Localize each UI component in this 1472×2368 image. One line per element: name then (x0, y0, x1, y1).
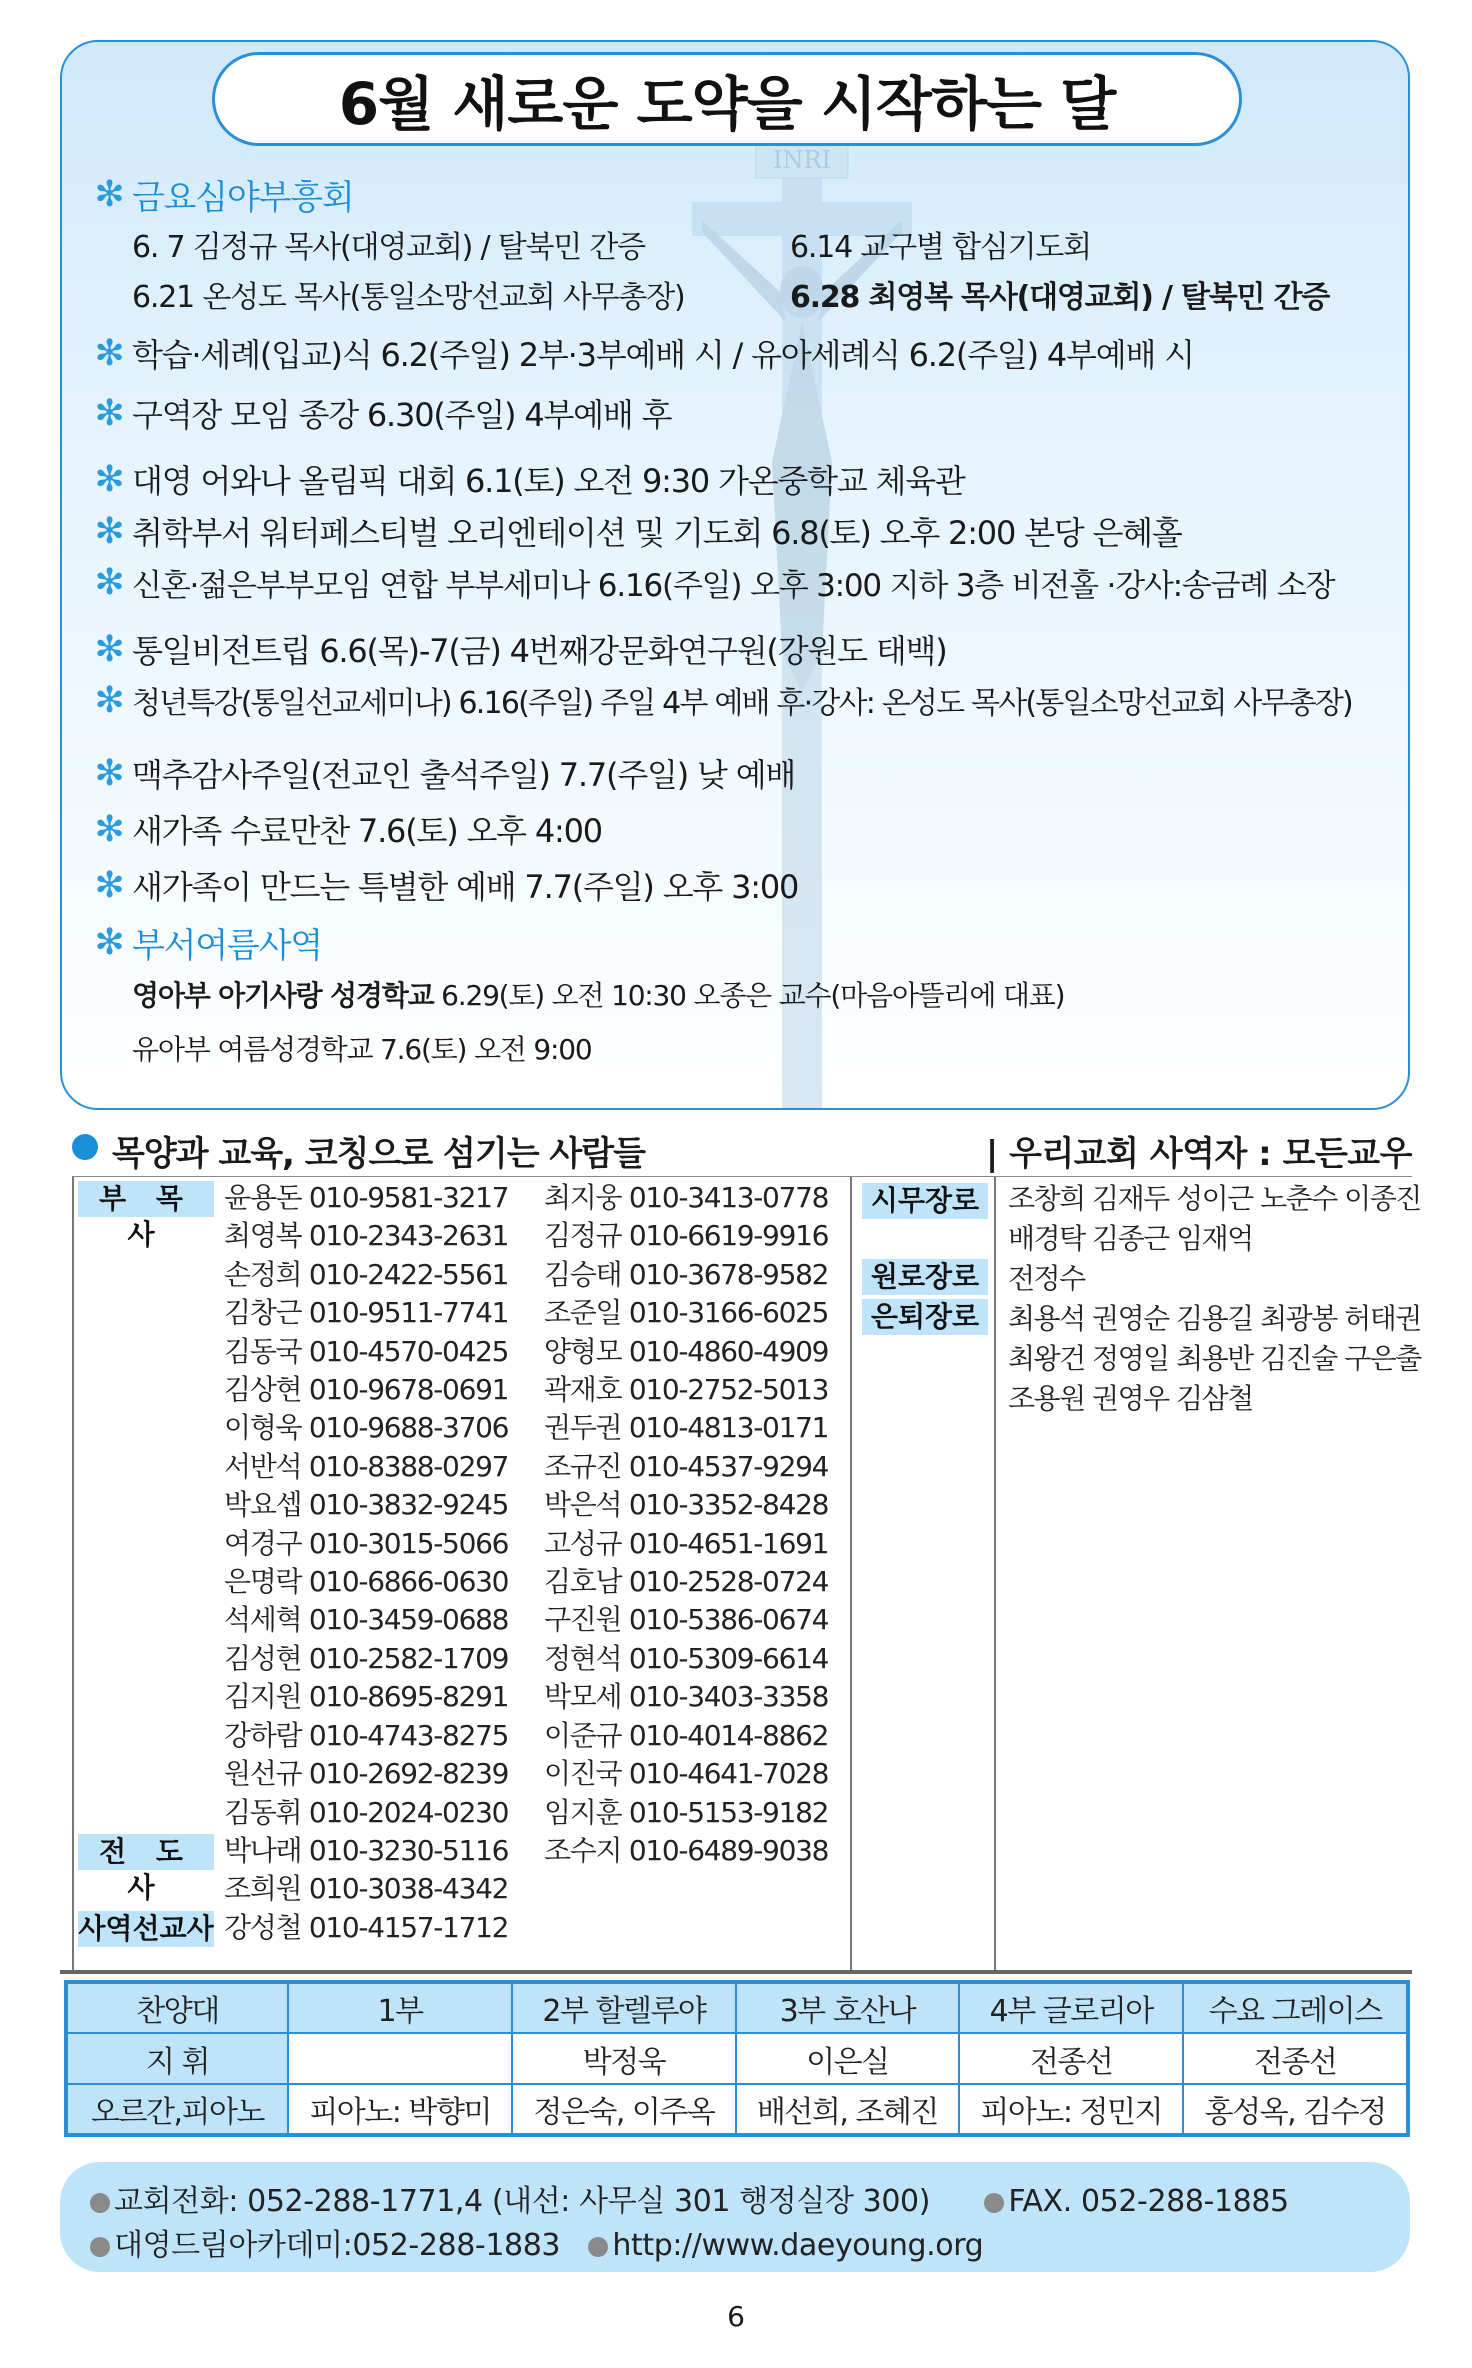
bullet-dot-icon (984, 2193, 1004, 2213)
staff-entry: 박요셉 010-3832-9245 (224, 1488, 509, 1522)
choir-cell: 전종선 (959, 2033, 1183, 2084)
staff-directory (72, 1176, 1421, 1971)
choir-cell: 정은숙, 이주옥 (512, 2084, 735, 2135)
choir-header-cell: 4부 글로리아 (959, 1982, 1183, 2033)
staff-entry: 박은석 010-3352-8428 (544, 1488, 829, 1522)
asterisk-icon: ✻ (94, 458, 124, 500)
church-phone: 교회전화: 052-288-1771,4 (내선: 사무실 301 행정실장 300) (114, 2184, 931, 2219)
page-title: 6월 새로운 도약을 시작하는 달 (338, 70, 1116, 138)
contact-line (90, 2220, 983, 2264)
staff-entry: 손정희 010-2422-5561 (224, 1257, 509, 1291)
staff-entry: 김승태 010-3678-9582 (544, 1257, 829, 1291)
staff-section-title: 목양과 교육, 코칭으로 섬기는 사람들 (112, 1134, 645, 1174)
choir-header-cell: 찬양대 (66, 1982, 288, 2033)
event-text: 학습·세례(입교)식 6.2(주일) 2부·3부예배 시 / 유아세례식 6.2(주일) 4부예배 시 (132, 336, 1194, 374)
event-line (86, 678, 1352, 722)
role-evangelist: 전 도 사 (78, 1834, 214, 1870)
event-line (86, 626, 947, 672)
page-number: 6 (727, 2300, 745, 2333)
event-text: 새가족이 만드는 특별한 예배 7.7(주일) 오후 3:00 (132, 868, 799, 906)
choir-header-cell: 2부 할렐루야 (512, 1982, 735, 2033)
staff-section-subtitle: | 우리교회 사역자 : 모든교우 (985, 1134, 1412, 1174)
staff-entry: 김동국 010-4570-0425 (224, 1334, 509, 1368)
asterisk-icon: ✻ (94, 864, 124, 906)
asterisk-icon: ✻ (94, 562, 124, 603)
staff-entry: 석세혁 010-3459-0688 (224, 1603, 509, 1637)
staff-entry: 이형욱 010-9688-3706 (224, 1411, 509, 1445)
event-text: 대영 어와나 올림픽 대회 6.1(토) 오전 9:30 가온중학교 체육관 (132, 462, 965, 500)
bullet-dot-icon (72, 1134, 98, 1160)
summer-label: 부서여름사역 (132, 926, 322, 966)
choir-row-label: 지 휘 (66, 2033, 288, 2084)
summer-heading (86, 918, 322, 967)
asterisk-icon: ✻ (94, 392, 124, 434)
role-missionary: 사역선교사 (78, 1912, 214, 1945)
choir-header-cell: 수요 그레이스 (1183, 1982, 1408, 2033)
staff-entry: 강성철 010-4157-1712 (224, 1910, 509, 1944)
revival-item: 6.14 교구별 합심기도회 (790, 230, 1091, 265)
event-line (86, 750, 795, 796)
staff-entry: 조수지 010-6489-9038 (544, 1833, 829, 1867)
choir-cell: 배선희, 조혜진 (736, 2084, 959, 2135)
revival-label: 금요심야부흥회 (132, 178, 354, 218)
elder-line: 전정수 (1008, 1262, 1085, 1295)
choir-cell: 홍성옥, 김수정 (1183, 2084, 1408, 2135)
choir-header-cell: 3부 호산나 (736, 1982, 959, 2033)
revival-heading (86, 170, 354, 219)
summer-item-detail: 유아부 여름성경학교 7.6(토) 오전 9:00 (132, 1033, 592, 1066)
staff-entry: 고성규 010-4651-1691 (544, 1526, 829, 1560)
staff-entry: 조규진 010-4537-9294 (544, 1449, 829, 1483)
choir-organ-row (66, 2084, 1408, 2135)
staff-entry: 서반석 010-8388-0297 (224, 1449, 509, 1483)
divider (994, 1177, 996, 1972)
section-divider (60, 1970, 1412, 1974)
staff-entry: 곽재호 010-2752-5013 (544, 1373, 829, 1407)
staff-entry: 김동휘 010-2024-0230 (224, 1795, 509, 1829)
elder-line: 최용석 권영순 김용길 최광봉 허태권 (1008, 1302, 1421, 1335)
elder-line: 조용원 권영우 김삼철 (1008, 1382, 1253, 1415)
academy-phone: 대영드림아카데미:052-288-1883 (114, 2228, 561, 2263)
summer-item (132, 1028, 591, 1068)
church-fax: FAX. 052-288-1885 (1008, 2184, 1289, 2219)
revival-item: 6.28 최영복 목사(대영교회) / 탈북민 간증 (790, 280, 1330, 315)
staff-entry: 김창근 010-9511-7741 (224, 1296, 509, 1330)
choir-cell: 이은실 (736, 2033, 959, 2084)
elder-line: 조창희 김재두 성이근 노춘수 이종진 (1008, 1182, 1421, 1215)
event-text: 통일비전트립 6.6(목)-7(금) 4번째강문화연구원(강원도 태백) (132, 632, 947, 670)
event-text: 신혼·젊은부부모임 연합 부부세미나 6.16(주일) 오후 3:00 지하 3층 비전홀 ·강사:송금례 소장 (132, 568, 1335, 604)
role-associate-pastor: 부 목 사 (78, 1181, 214, 1217)
role-retired-elder: 은퇴장로 (862, 1299, 988, 1335)
choir-conductor-row (66, 2033, 1408, 2084)
contact-info (60, 2162, 1410, 2272)
staff-entry: 김호남 010-2528-0724 (544, 1565, 829, 1599)
staff-entry: 조희원 010-3038-4342 (224, 1872, 509, 1906)
event-text: 맥추감사주일(전교인 출석주일) 7.7(주일) 낮 예배 (132, 756, 796, 794)
choir-table (64, 1980, 1410, 2137)
divider (72, 1177, 74, 1972)
asterisk-icon: ✻ (94, 679, 124, 721)
choir-cell: 피아노: 정민지 (959, 2084, 1183, 2135)
title-banner (212, 52, 1242, 146)
staff-entry: 이진국 010-4641-7028 (544, 1757, 829, 1791)
staff-header (72, 1124, 1412, 1174)
staff-entry: 구진원 010-5386-0674 (544, 1603, 829, 1637)
staff-entry: 임지훈 010-5153-9182 (544, 1795, 829, 1829)
asterisk-icon: ✻ (94, 174, 124, 215)
staff-entry: 은명락 010-6866-0630 (224, 1565, 509, 1599)
staff-entry: 김상현 010-9678-0691 (224, 1373, 509, 1407)
choir-cell (288, 2033, 512, 2084)
event-line (86, 560, 1334, 605)
summer-item-detail: 6.29(토) 오전 10:30 오종은 교수(마음아뜰리에 대표) (433, 979, 1065, 1012)
asterisk-icon: ✻ (94, 332, 124, 374)
asterisk-icon: ✻ (94, 510, 124, 552)
staff-entry: 김정규 010-6619-9916 (544, 1219, 829, 1253)
event-line (86, 330, 1194, 376)
bullet-dot-icon (588, 2237, 608, 2257)
event-line (86, 508, 1182, 554)
contact-line (90, 2176, 1289, 2220)
announcement-box (60, 40, 1410, 1110)
active-elders-list (1008, 1179, 1421, 1419)
event-text: 취학부서 워터페스티벌 오리엔테이션 및 기도회 6.8(토) 오후 2:00 본당 은혜홀 (132, 514, 1182, 552)
website-link[interactable]: http://www.daeyoung.org (612, 2228, 984, 2263)
choir-row-label: 오르간,피아노 (66, 2084, 288, 2135)
staff-entry: 윤용돈 010-9581-3217 (224, 1181, 509, 1214)
staff-entry: 김지원 010-8695-8291 (224, 1680, 509, 1714)
event-text: 청년특강(통일선교세미나) 6.16(주일) 주일 4부 예배 후·강사: 온성도 목사(통일소망선교회 사무총장) (132, 686, 1352, 721)
summer-item (132, 974, 1064, 1014)
associate-pastor-list (224, 1179, 508, 1947)
elder-line: 최왕건 정영일 최용반 김진술 구은출 (1008, 1342, 1421, 1375)
staff-entry: 정현석 010-5309-6614 (544, 1641, 829, 1675)
staff-entry: 이준규 010-4014-8862 (544, 1718, 829, 1752)
cross-inscription: INRI (772, 146, 832, 174)
staff-entry: 양형모 010-4860-4909 (544, 1334, 829, 1368)
staff-entry: 권두권 010-4813-0171 (544, 1411, 829, 1445)
asterisk-icon: ✻ (94, 628, 124, 670)
choir-header-cell: 1부 (288, 1982, 512, 2033)
staff-entry: 최지웅 010-3413-0778 (544, 1181, 829, 1214)
staff-entry: 박나래 010-3230-5116 (224, 1833, 509, 1867)
bullet-dot-icon (90, 2193, 110, 2213)
staff-entry: 김성현 010-2582-1709 (224, 1641, 509, 1675)
event-line (86, 456, 965, 502)
staff-entry: 최영복 010-2343-2631 (224, 1219, 509, 1253)
choir-cell: 피아노: 박향미 (288, 2084, 512, 2135)
asterisk-icon: ✻ (94, 752, 124, 794)
asterisk-icon: ✻ (94, 922, 124, 963)
summer-item-title: 영아부 아기사랑 성경학교 (132, 979, 434, 1012)
revival-item: 6. 7 김정규 목사(대영교회) / 탈북민 간증 (132, 230, 645, 265)
event-text: 구역장 모임 종강 6.30(주일) 4부예배 후 (132, 396, 672, 434)
divider (850, 1177, 852, 1972)
staff-entry: 박모세 010-3403-3358 (544, 1680, 829, 1714)
asterisk-icon: ✻ (94, 808, 124, 850)
revival-item: 6.21 온성도 목사(통일소망선교회 사무총장) (132, 280, 685, 315)
staff-entry: 조준일 010-3166-6025 (544, 1296, 829, 1330)
choir-cell: 전종선 (1183, 2033, 1408, 2084)
event-line (86, 806, 602, 852)
choir-cell: 박정욱 (512, 2033, 735, 2084)
staff-entry: 여경구 010-3015-5066 (224, 1526, 509, 1560)
associate-pastor-list-2 (544, 1179, 828, 1870)
choir-header-row (66, 1982, 1408, 2033)
elder-line: 배경탁 김종근 임재억 (1008, 1222, 1253, 1255)
event-line (86, 862, 798, 908)
bullet-dot-icon (90, 2237, 110, 2257)
staff-entry: 강하람 010-4743-8275 (224, 1718, 509, 1752)
role-active-elder: 시무장로 (862, 1183, 988, 1219)
event-line (86, 390, 671, 436)
staff-entry: 원선규 010-2692-8239 (224, 1757, 509, 1791)
event-text: 새가족 수료만찬 7.6(토) 오후 4:00 (132, 812, 602, 850)
role-senior-elder: 원로장로 (862, 1259, 988, 1295)
